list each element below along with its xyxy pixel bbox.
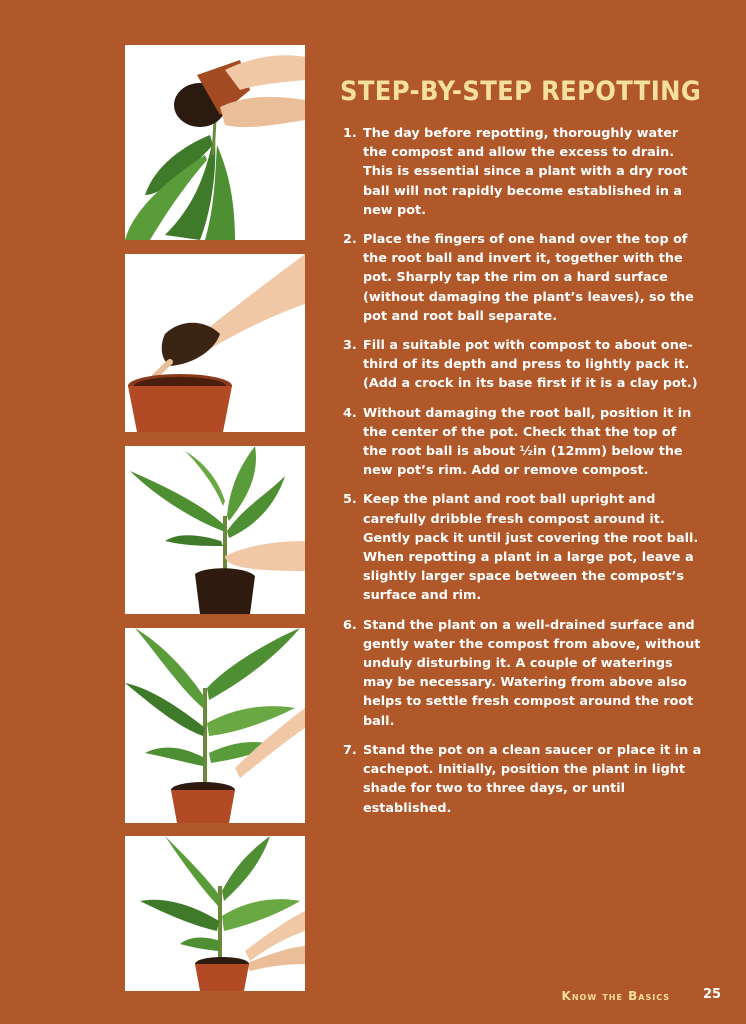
footer-section-name: Know the Basics xyxy=(561,989,670,1003)
step-text: Without damaging the root ball, position it in the center of the pot. Check that the top of the root ball is about ½in (12mm) below the new pot’s rim. Add or remove compost. xyxy=(363,405,692,479)
step-text: Keep the plant and root ball upright and carefully dribble fresh compost around it. Gently pack it until just covering the root ball. When repotting a plant in a large pot, leave a slightly larger space between the compost’s surface and rim. xyxy=(363,492,699,604)
step-text: Stand the plant on a well-drained surface and gently water the compost from above, without unduly disturbing it. A couple of waterings may be necessary. Watering from above also helps to settle fresh compost around the root ball. xyxy=(363,617,701,729)
photo-invert-pot xyxy=(125,45,305,240)
photo-add-compost xyxy=(125,628,305,823)
step-text: Stand the pot on a clean saucer or place it in a cachepot. Initially, position the plant in light shade for two to three days, or until established. xyxy=(363,742,702,816)
photo-finished-plant xyxy=(125,836,305,991)
step-item xyxy=(343,336,703,394)
step-number: 1. xyxy=(343,126,357,141)
step-list xyxy=(343,124,703,828)
page-title: STEP-BY-STEP REPOTTING xyxy=(340,76,702,107)
step-number: 6. xyxy=(343,617,357,633)
step-number: 2. xyxy=(343,232,357,248)
step-number: 5. xyxy=(343,492,357,508)
step-item xyxy=(343,616,703,731)
page-number: 25 xyxy=(703,987,722,1002)
step-text: Place the fingers of one hand over the top of the root ball and invert it, together with the pot. Sharply tap the rim on a hard surface (without damaging the plant’s leaves), so the pot and root ball separate. xyxy=(363,232,694,324)
step-item xyxy=(343,230,703,326)
step-text: The day before repotting, thoroughly water the compost and allow the excess to drain. This is essential since a plant with a dry root ball will not rapidly become established in a new pot. xyxy=(363,126,688,218)
step-item xyxy=(343,741,703,818)
step-number: 7. xyxy=(343,742,357,758)
step-number: 4. xyxy=(343,405,357,421)
step-text: Fill a suitable pot with compost to about one-third of its depth and press to lightly pack it. (Add a crock in its base first if it is a clay pot.) xyxy=(363,338,698,392)
step-item xyxy=(343,404,703,481)
step-item xyxy=(343,124,703,220)
step-item xyxy=(343,490,703,605)
photo-position-root-ball xyxy=(125,446,305,614)
photo-fill-pot xyxy=(125,254,305,432)
step-number: 3. xyxy=(343,338,357,354)
